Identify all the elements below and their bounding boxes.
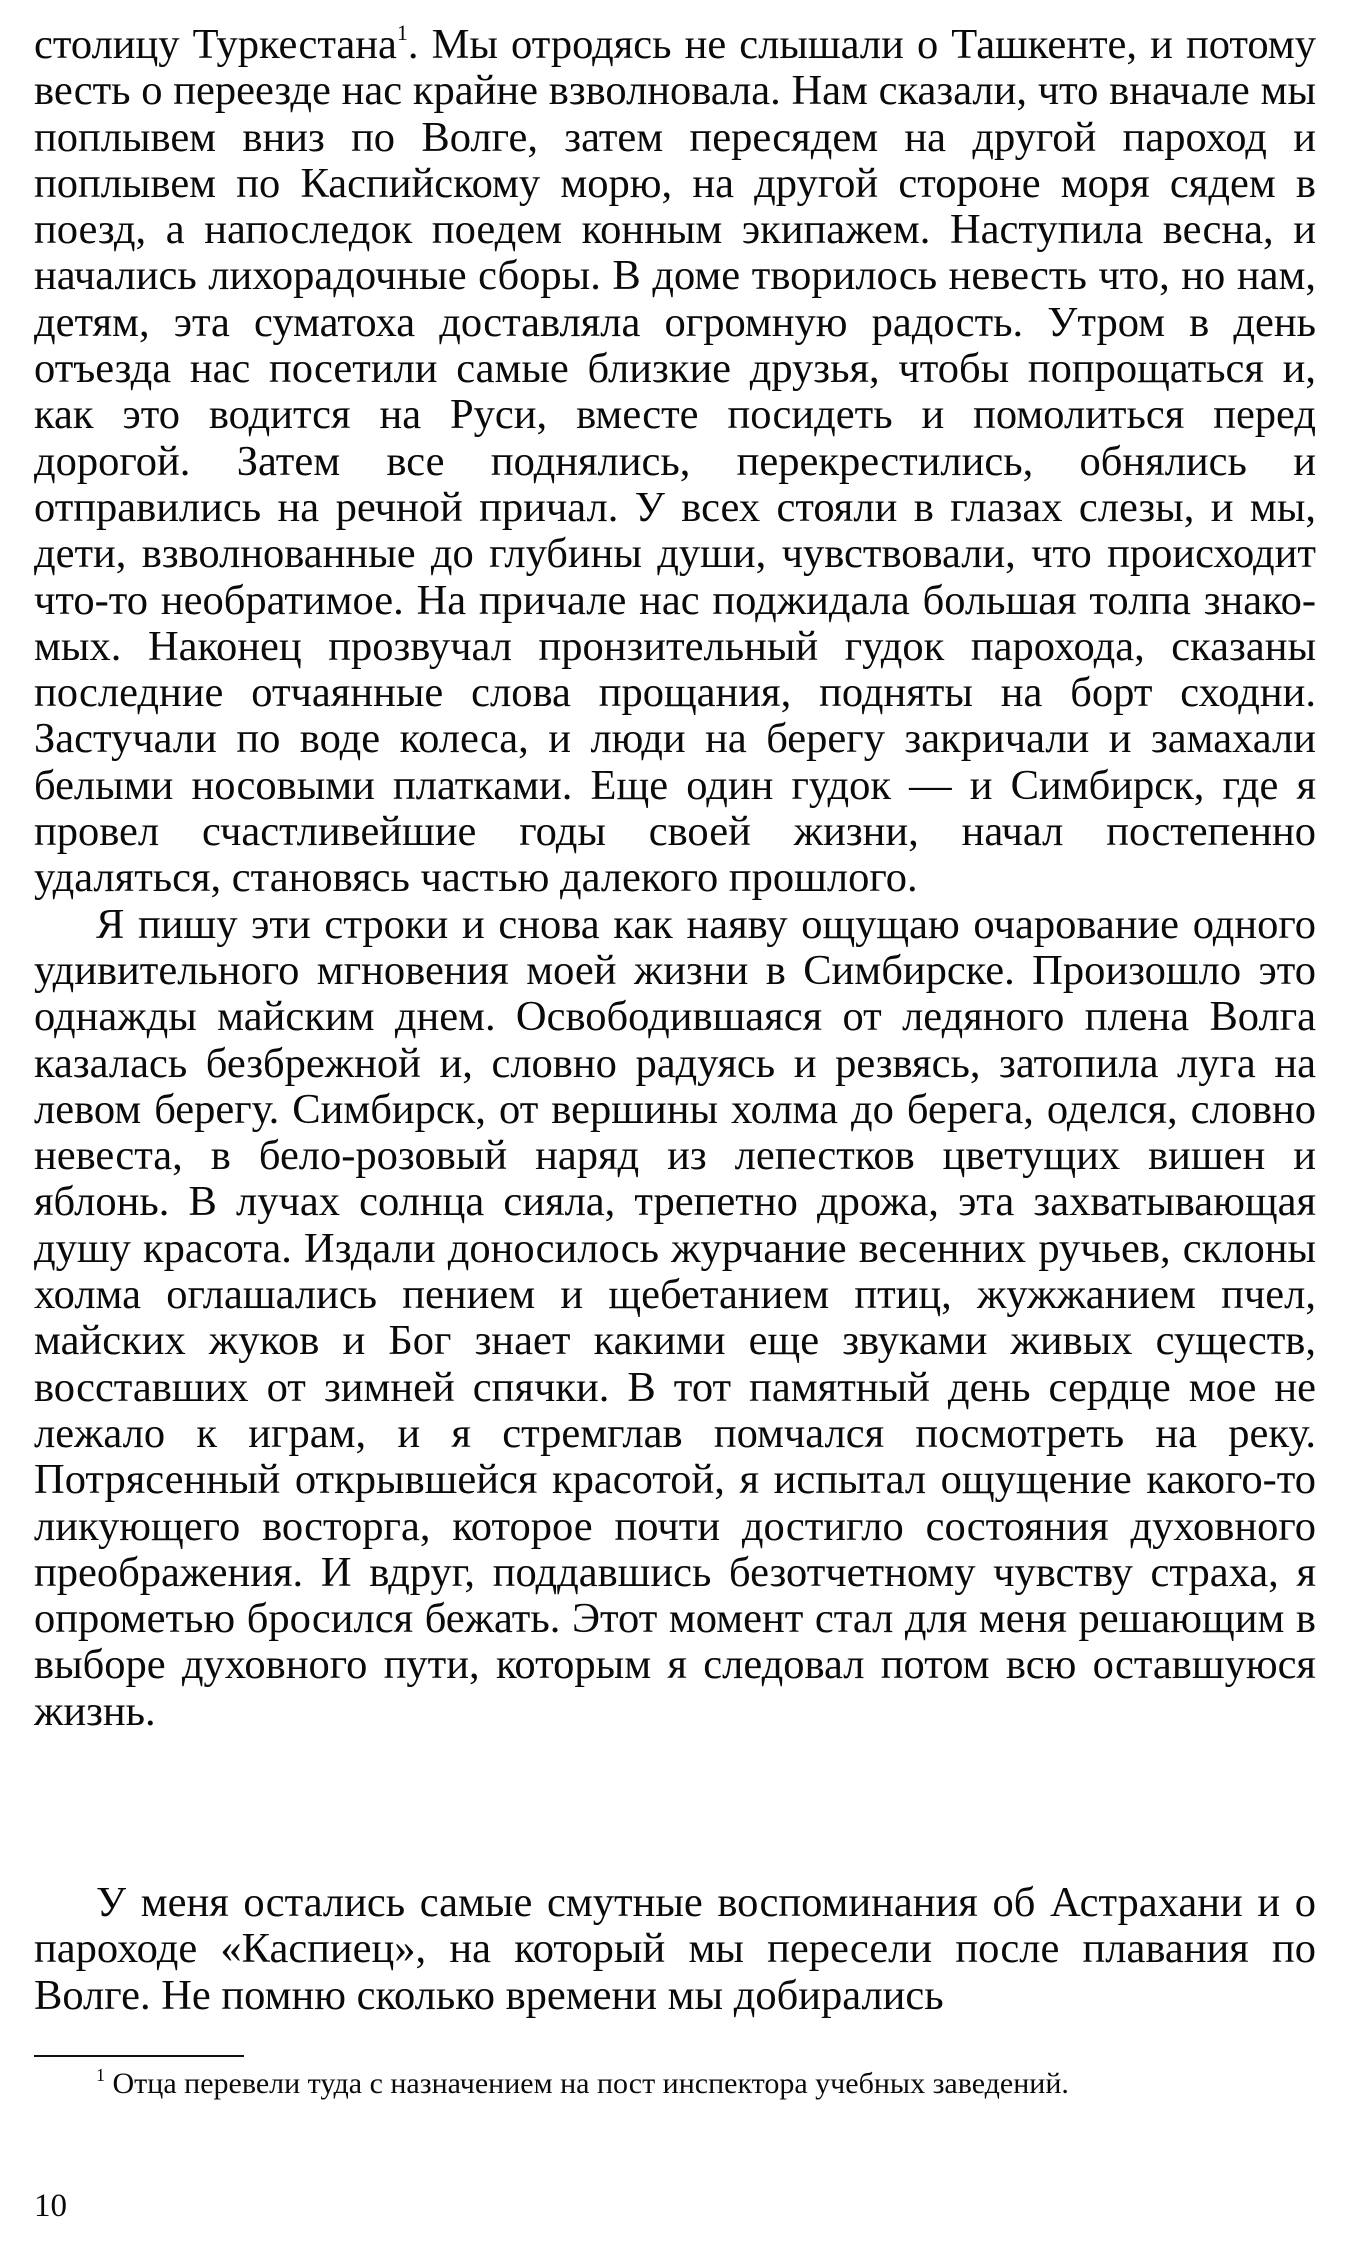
main-text-bottom	[34, 1880, 1316, 2019]
paragraph-3: У меня остались самые смутные воспоминания об Астрахани и о пароходе «Каспиец», на который мы пересели после плавания по Волге. Не помню сколько времени мы добирались	[34, 1879, 1316, 2019]
footnote-text: Отца перевели туда с назначением на пост инспектора учебных заведений.	[105, 2067, 1069, 2100]
footnote-separator	[34, 2055, 244, 2057]
paragraph-continued	[34, 22, 1316, 902]
paragraph-rest-text: . Мы отродясь не слышали о Ташкенте, и потому весть о переезде нас крайне взволновала. Нам сказали, что вначале мы поплывем вниз по Волге, затем пересядем на другой пароход и поплывем по Каспийскому морю, на другой стороне моря сядем в поезд, а напоследок поедем конным экипажем. Наступила весна, и начались лихорадочные сборы. В доме творилось невесть что, но нам, детям, эта суматоха доставляла огромную радость. Утром в день отъезда нас посетили самые близкие друзья, чтобы попрощаться и, как это водится на Руси, вместе посидеть и помолиться перед дорогой. Затем все поднялись, перекрестились, обнялись и отправились на речной причал. У всех стояли в глазах слезы, и мы, дети, взволнованные до глубины души, чувствовали, что происходит что-то необратимое. На причале нас поджидала большая толпа знакомых. Наконец прозвучал пронзительный гудок парохода, сказаны последние отчаянные слова прощания, подняты на борт сходни. Застучали по воде колеса, и люди на берегу закричали и замахали белыми носовыми платками. Еще один гудок — и Симбирск, где я провел счастливейшие годы своей жизни, начал постепенно удаляться, становясь частью далекого прошлого.	[34, 21, 1316, 902]
paragraph-2: Я пишу эти строки и снова как наяву ощущаю очарование одного удивительного мгновения моей жизни в Симбирске. Произошло это однажды майским днем. Освободившаяся от ледяного плена Волга казалась безбрежной и, словно радуясь и резвясь, затопила луга на левом берегу. Симбирск, от вершины холма до берега, оделся, словно невеста, в бело-розовый наряд из лепестков цветущих вишен и яблонь. В лучах солнца сияла, трепетно дрожа, эта захватывающая душу красота. Издали доносилось журчание весенних ручьев, склоны холма оглашались пением и щебетанием птиц, жужжанием пчел, майских жуков и Бог знает какими еще звуками живых существ, восставших от зимней спячки. В тот памятный день сердце мое не лежало к играм, и я стремглав помчался посмотреть на реку. Потрясенный открывшейся красотой, я испытал ощущение какого-то ликующего восторга, которое почти достигло состояния духовного преображения. И вдруг, поддавшись безотчетному чувству страха, я опрометью бросился бежать. Этот момент стал для меня решающим в выборе духовного пути, которым я следовал потом всю оставшуюся жизнь.	[34, 900, 1316, 1735]
footnote-paragraph	[34, 2064, 1316, 2104]
footnote	[34, 2064, 1316, 2104]
page-number: 10	[34, 2188, 67, 2224]
footnote-marker: 1	[96, 2065, 105, 2085]
footnote-reference: 1	[396, 20, 408, 45]
main-text-top	[34, 22, 1316, 1735]
paragraph-start-text: столицу Туркестана	[34, 21, 397, 68]
